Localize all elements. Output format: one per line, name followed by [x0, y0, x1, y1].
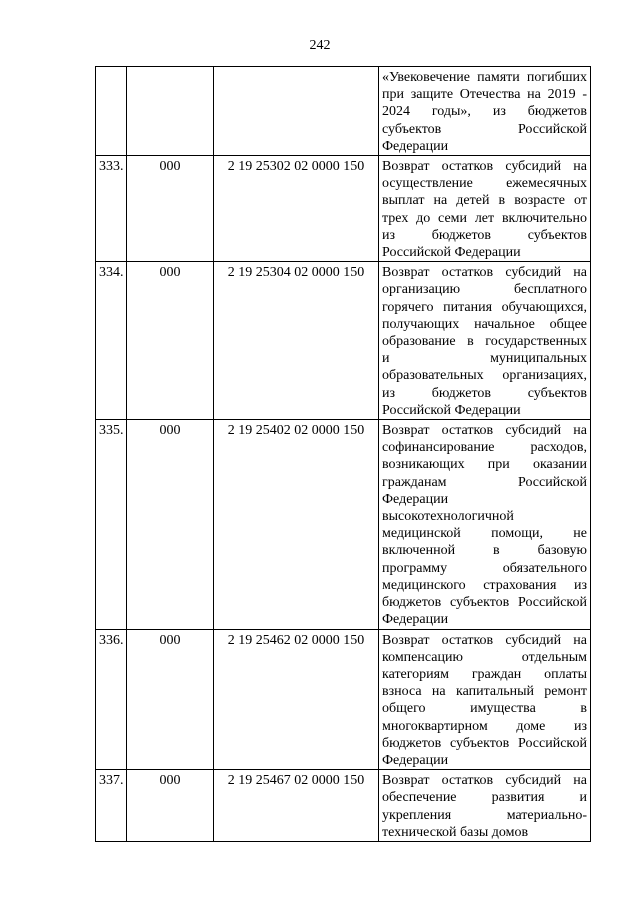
- revenue-name-cell: [379, 156, 591, 262]
- revenue-name-line: Возврат остатков субсидий на: [382, 423, 587, 439]
- revenue-name-line: субъектов Российской: [382, 121, 587, 137]
- admin-code-cell: 000: [127, 629, 214, 770]
- table-row: [96, 67, 591, 156]
- revenue-name-line: и муниципальных: [382, 351, 587, 367]
- revenue-name-line: Возврат остатков субсидий на: [382, 632, 587, 648]
- row-number-cell: 333.: [96, 156, 127, 262]
- revenue-name-line: компенсацию отдельным: [382, 649, 587, 665]
- revenue-name-line: Российской Федерации: [382, 402, 521, 418]
- revenue-name-line: программу обязательного: [382, 560, 587, 576]
- revenue-name-line: Возврат остатков субсидий на: [382, 773, 587, 789]
- revenue-name-line: медицинской помощи, не: [382, 526, 587, 542]
- budget-code-cell: [214, 67, 379, 156]
- row-number-cell: [96, 67, 127, 156]
- page-number: 242: [309, 38, 331, 53]
- admin-code-cell: 000: [127, 770, 214, 842]
- revenue-name-line: из бюджетов субъектов: [382, 385, 587, 401]
- revenue-name-line: трех до семи лет включительно: [382, 210, 587, 226]
- revenue-name-line: многоквартирном доме из: [382, 718, 587, 734]
- table-row: [96, 770, 591, 842]
- revenue-name-line: укрепления материально-: [382, 807, 587, 823]
- revenue-name-cell: [379, 262, 591, 420]
- revenue-name-line: высокотехнологичной: [382, 509, 514, 525]
- budget-code-cell: 2 19 25402 02 0000 150: [214, 420, 379, 629]
- budget-code-cell: 2 19 25467 02 0000 150: [214, 770, 379, 842]
- table-body: [96, 67, 591, 842]
- row-number-cell: 335.: [96, 420, 127, 629]
- budget-code-cell: 2 19 25304 02 0000 150: [214, 262, 379, 420]
- table-row: [96, 420, 591, 629]
- revenue-name-line: организацию бесплатного: [382, 282, 587, 298]
- revenue-name-line: выплат на детей в возрасте от: [382, 193, 587, 209]
- revenue-name-line: осуществление ежемесячных: [382, 176, 587, 192]
- revenue-name-line: из бюджетов субъектов: [382, 227, 587, 243]
- revenue-name-line: включенной в базовую: [382, 543, 587, 559]
- row-number-cell: 336.: [96, 629, 127, 770]
- revenue-name-line: при защите Отечества на 2019 -: [382, 87, 587, 103]
- row-number-cell: 334.: [96, 262, 127, 420]
- revenue-name-line: Федерации: [382, 752, 449, 768]
- revenue-name-cell: [379, 770, 591, 842]
- revenue-name-line: Федерации: [382, 491, 449, 507]
- revenue-name-line: Возврат остатков субсидий на: [382, 159, 587, 175]
- revenue-name-line: взноса на капитальный ремонт: [382, 684, 587, 700]
- budget-codes-table: [95, 66, 591, 842]
- revenue-name-line: обеспечение развития и: [382, 790, 587, 806]
- revenue-name-line: «Увековечение памяти погибших: [382, 70, 587, 85]
- table-row: [96, 629, 591, 770]
- revenue-name-line: софинансирование расходов,: [382, 440, 587, 456]
- revenue-name-cell: [379, 629, 591, 770]
- revenue-name-line: технической базы домов: [382, 824, 529, 840]
- revenue-name-line: горячего питания обучающихся,: [382, 299, 587, 315]
- table-row: [96, 156, 591, 262]
- revenue-name-line: образование в государственных: [382, 334, 587, 350]
- revenue-name-line: общего имущества в: [382, 701, 587, 717]
- budget-code-cell: 2 19 25462 02 0000 150: [214, 629, 379, 770]
- revenue-name-cell: [379, 67, 591, 156]
- revenue-name-line: 2024 годы», из бюджетов: [382, 104, 587, 120]
- revenue-name-line: бюджетов субъектов Российской: [382, 735, 587, 751]
- revenue-name-line: Российской Федерации: [382, 245, 521, 261]
- revenue-name-line: получающих начальное общее: [382, 316, 587, 332]
- budget-code-cell: 2 19 25302 02 0000 150: [214, 156, 379, 262]
- revenue-name-cell: [379, 420, 591, 629]
- revenue-name-line: медицинского страхования из: [382, 577, 587, 593]
- revenue-name-line: категориям граждан оплаты: [382, 666, 587, 682]
- admin-code-cell: 000: [127, 156, 214, 262]
- admin-code-cell: [127, 67, 214, 156]
- admin-code-cell: 000: [127, 420, 214, 629]
- revenue-name-line: гражданам Российской: [382, 474, 587, 490]
- revenue-name-line: образовательных организациях,: [382, 368, 587, 384]
- revenue-name-line: бюджетов субъектов Российской: [382, 595, 587, 611]
- revenue-name-line: возникающих при оказании: [382, 457, 587, 473]
- admin-code-cell: 000: [127, 262, 214, 420]
- table-row: [96, 262, 591, 420]
- revenue-name-line: Федерации: [382, 612, 449, 628]
- row-number-cell: 337.: [96, 770, 127, 842]
- revenue-name-line: Возврат остатков субсидий на: [382, 265, 587, 281]
- revenue-name-line: Федерации: [382, 138, 449, 154]
